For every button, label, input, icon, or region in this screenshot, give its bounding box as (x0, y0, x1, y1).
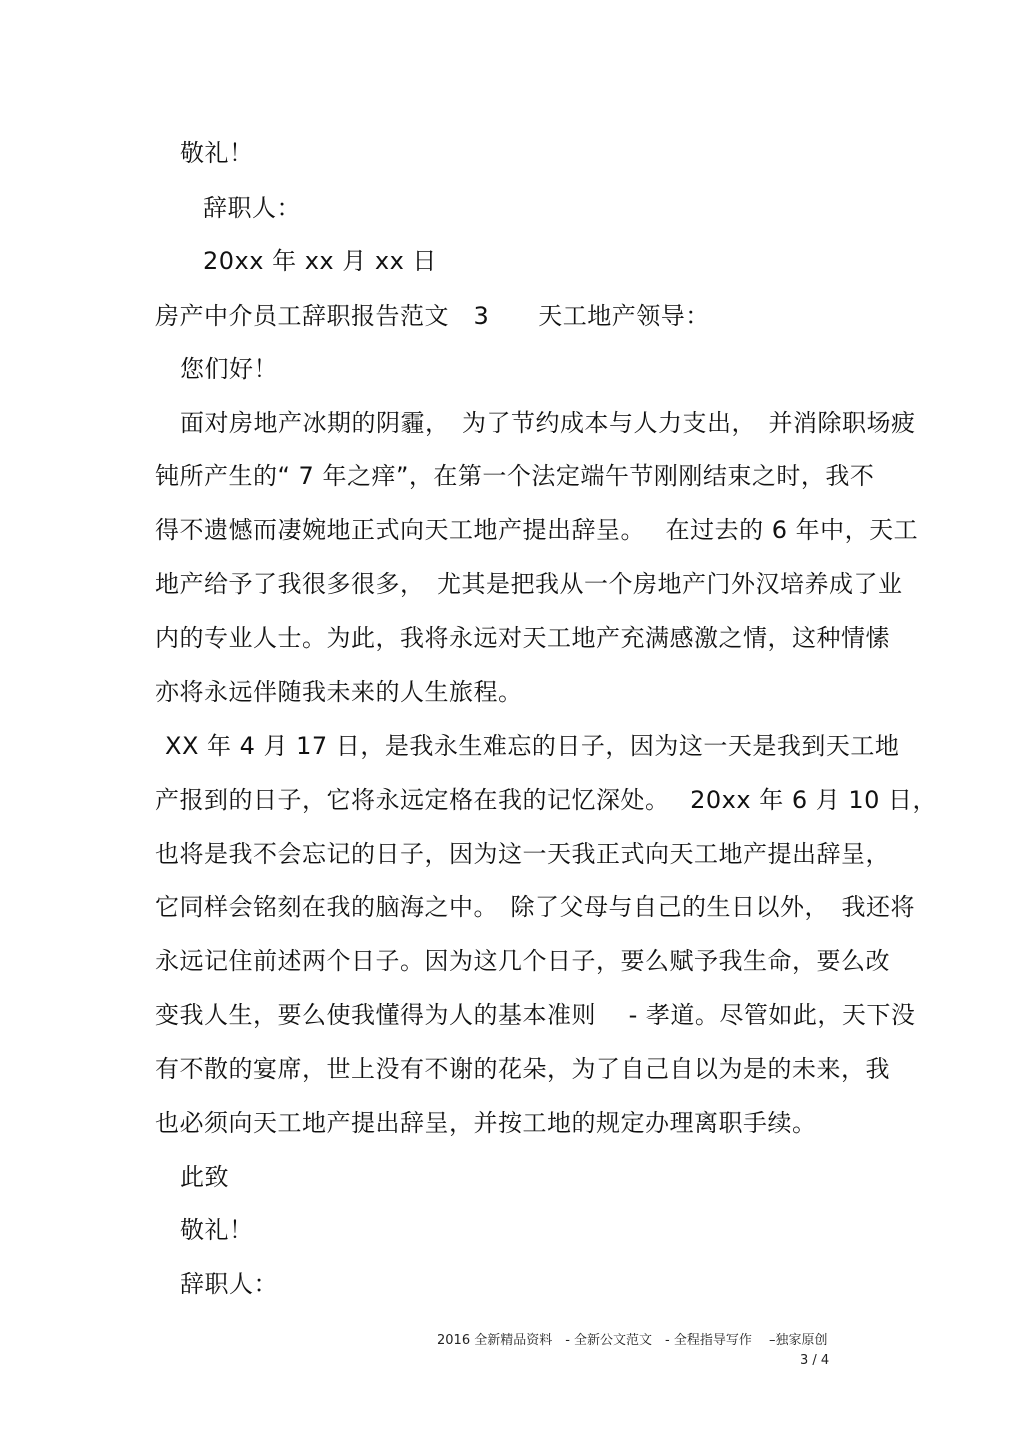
para2-line-2: 产报到的日子，它将永远定格在我的记忆深处。 20xx 年 6 月 10 日， (155, 786, 938, 814)
signer-label-bottom: 辞职人： (180, 1270, 278, 1298)
date-top: 20xx 年 xx 月 xx 日 (203, 247, 437, 275)
para2-line-1: XX 年 4 月 17 日，是我永生难忘的日子，因为这一天是我到天工地 (165, 732, 900, 760)
signer-label-top: 辞职人： (203, 194, 301, 222)
greeting: 您们好！ (180, 355, 278, 383)
para1-line-4: 地产给予了我很多很多， 尤其是把我从一个房地产门外汉培养成了业 (155, 570, 903, 598)
para2-line-7: 有不散的宴席，世上没有不谢的花朵，为了自己自以为是的未来，我 (155, 1055, 890, 1083)
salutation: 此致 (180, 1163, 229, 1191)
closing-top: 敬礼！ (180, 139, 254, 167)
para2-line-4: 它同样会铭刻在我的脑海之中。 除了父母与自己的生日以外， 我还将 (155, 893, 915, 921)
para1-line-1: 面对房地产冰期的阴霾， 为了节约成本与人力支出， 并消除职场疲 (180, 409, 916, 437)
para2-line-6: 变我人生，要么使我懂得为人的基本准则 - 孝道。尽管如此，天下没 (155, 1001, 916, 1029)
page-number: 3 / 4 (800, 1353, 830, 1368)
para1-line-2: 钝所产生的“ 7 年之痒”，在第一个法定端午节刚刚结束之时，我不 (155, 462, 875, 490)
para2-line-3: 也将是我不会忘记的日子，因为这一天我正式向天工地产提出辞呈， (155, 840, 890, 868)
letter-heading: 房产中介员工辞职报告范文 3 天工地产领导： (155, 302, 710, 330)
closing-bottom: 敬礼！ (180, 1216, 254, 1244)
para1-line-5: 内的专业人士。为此，我将永远对天工地产充满感激之情，这种情愫 (155, 624, 890, 652)
footer-tagline: 2016 全新精品资料 - 全新公文范文 - 全程指导写作 –独家原创 (437, 1333, 828, 1348)
para1-line-6: 亦将永远伴随我未来的人生旅程。 (155, 678, 523, 706)
para2-line-5: 永远记住前述两个日子。因为这几个日子，要么赋予我生命，要么改 (155, 947, 890, 975)
para1-line-3: 得不遗憾而凄婉地正式向天工地产提出辞呈。 在过去的 6 年中，天工 (155, 516, 919, 544)
para2-line-8: 也必须向天工地产提出辞呈，并按工地的规定办理离职手续。 (155, 1109, 817, 1137)
